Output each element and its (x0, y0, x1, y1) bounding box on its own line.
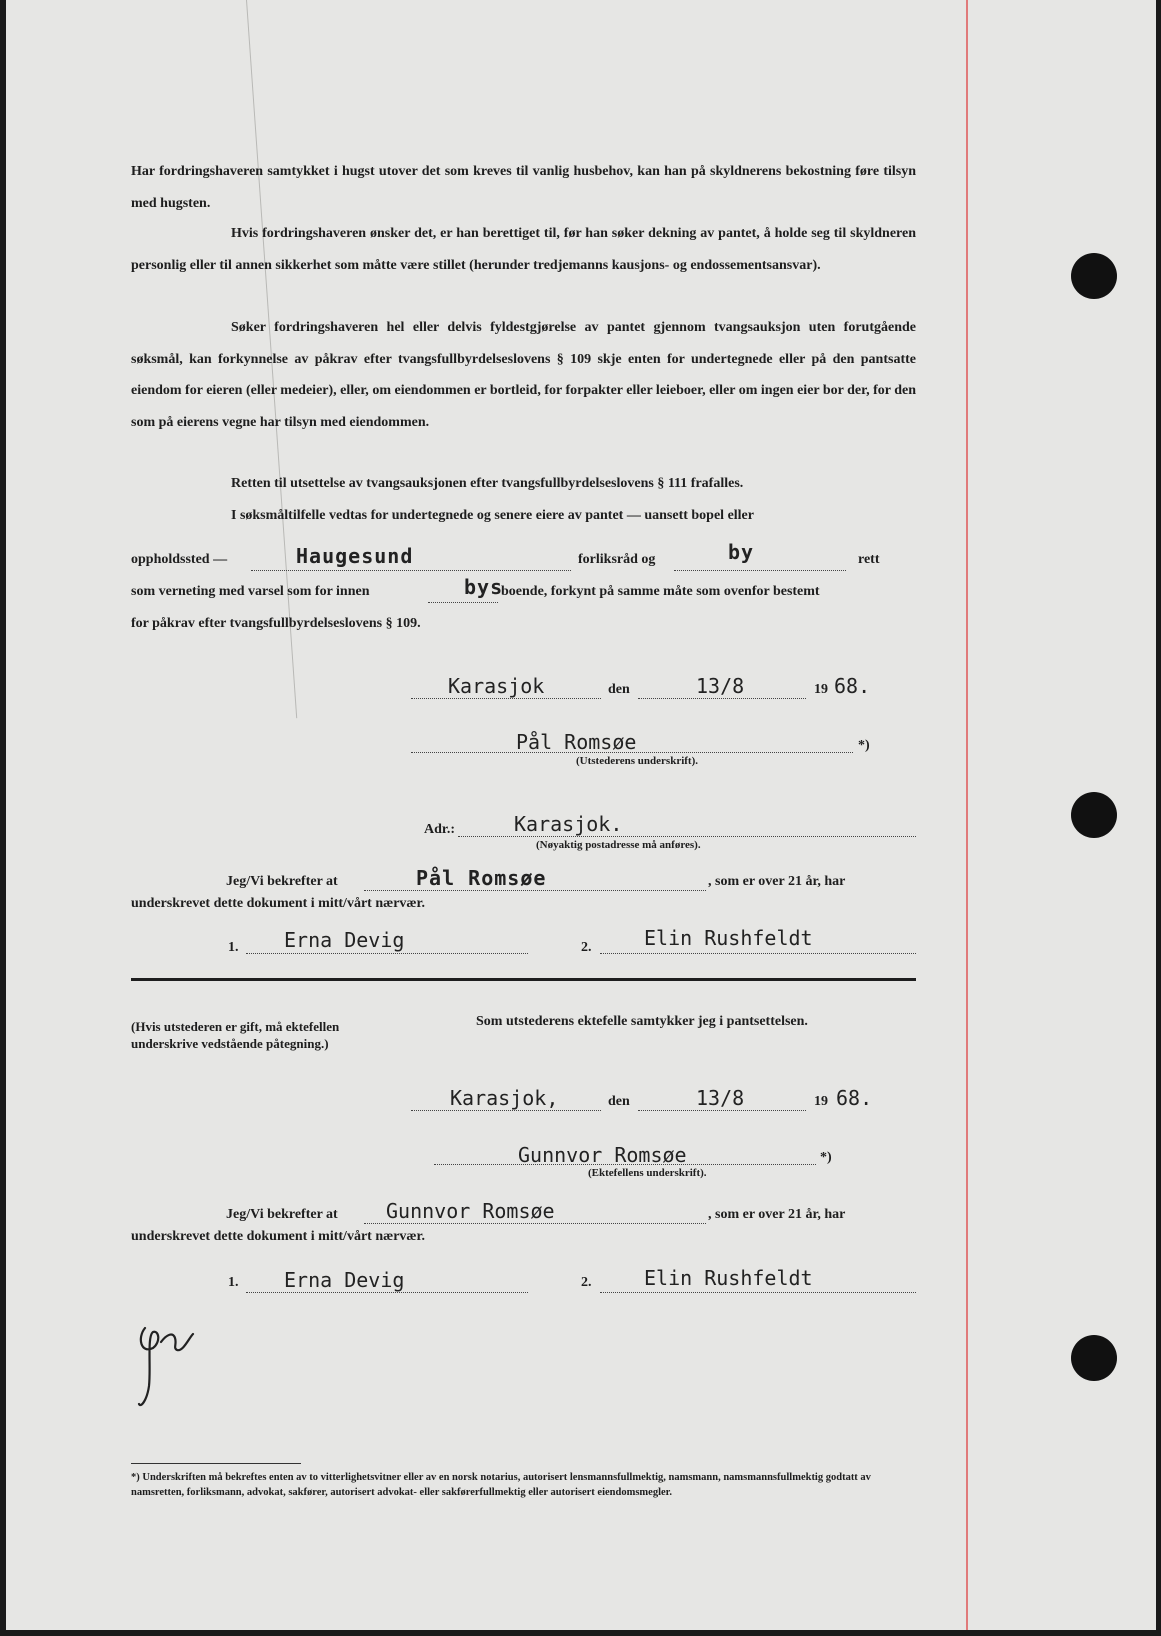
paragraph-logging: Har fordringshaveren samtykket i hugst utover det som kreves til vanlig husbehov, kan han på skyldnerens bekostning føre tilsyn med hugsten. (131, 164, 916, 211)
witness1-num2: 2. (581, 940, 592, 955)
fill-line (411, 698, 601, 699)
spouse-note: (Hvis utstederen er gift, må ektefellen underskrive vedstående påtegning.) (131, 1019, 340, 1051)
witness-line (246, 953, 528, 954)
venue-place: Haugesund (296, 544, 414, 568)
venue-mid: forliksråd og (578, 552, 656, 567)
paragraph-auction: Søker fordringshaveren hel eller delvis fyldestgjørelse av pantet gjennom tvangsauksjon uten forutgående søksmål, kan forkynnelse av påkrav efter tvangsfullbyrdelseslovens § 109 skje enten for undertegnede eller på den pantsatte eiendom for eieren (eller medeier), eller, om eiendommen er bortleid, for forpakter eller leieboer, eller om ingen eier bor der, for den som på eierens vegne har tilsyn med eiendommen. (131, 320, 916, 430)
witness1-name: Pål Romsøe (416, 866, 547, 890)
venue-prefix: oppholdssted — (131, 552, 228, 567)
fill-line (364, 890, 706, 891)
witness2-num2: 2. (581, 1275, 592, 1290)
witness2-prefix: Jeg/Vi bekrefter at (226, 1207, 338, 1222)
venue-suffix: rett (858, 552, 880, 567)
fill-line (674, 570, 846, 571)
margin-line (966, 0, 968, 1630)
spouse-date: 13/8 (696, 1086, 745, 1110)
witness1-w1: Erna Devig (284, 928, 405, 952)
witness2-num1: 1. (228, 1275, 239, 1290)
issuer-date: 13/8 (696, 674, 745, 698)
witness1-num1: 1. (228, 940, 239, 955)
issuer-address: Karasjok. (514, 812, 623, 836)
issuer-century: 19 (814, 682, 828, 697)
document-page (6, 0, 1156, 1630)
spouse-century: 19 (814, 1094, 828, 1109)
fill-line (638, 698, 806, 699)
issuer-signature: Pål Romsøe (516, 730, 637, 754)
fill-line (428, 602, 498, 603)
paragraph-personal-liability: Hvis fordringshaveren ønsker det, er han berettiget til, før han søker dekning av pantet, å holde seg til skyldneren personlig eller til annen sikkerhet som måtte være stillet (herunder tredjemanns kausjons- og endossementsansvar). (131, 226, 916, 273)
footnote-rule (131, 1463, 301, 1464)
punch-hole (1071, 253, 1117, 299)
witness1-suffix: , som er over 21 år, har (708, 874, 846, 889)
witness1-prefix: Jeg/Vi bekrefter at (226, 874, 338, 889)
witness2-name: Gunnvor Romsøe (386, 1199, 555, 1223)
spouse-signature: Gunnvor Romsøe (518, 1143, 687, 1167)
fill-line (364, 1223, 706, 1224)
issuer-year: 68. (834, 674, 871, 698)
spouse-place: Karasjok, (450, 1086, 559, 1110)
venue-line2-suffix: boende, forkynt på samme måte som ovenfor bestemt (501, 584, 820, 599)
handwritten-initials-mark (131, 1308, 221, 1418)
witness-line (246, 1292, 528, 1293)
section-divider (131, 978, 916, 981)
paragraph-postponement: Retten til utsettelse av tvangsauksjonen efter tvangsfullbyrdelseslovens § 111 frafalles. (231, 476, 744, 491)
spouse-star: *) (820, 1150, 832, 1165)
punch-hole (1071, 1335, 1117, 1381)
address-line (458, 836, 916, 837)
witness2-w2: Elin Rushfeldt (644, 1266, 813, 1290)
witness1-w2: Elin Rushfeldt (644, 926, 813, 950)
venue-court: by (728, 540, 755, 564)
spouse-consent: Som utstederens ektefelle samtykker jeg i pantsettelsen. (476, 1014, 808, 1029)
address-label: Adr.: (424, 822, 455, 837)
spouse-signature-caption: (Ektefellens underskrift). (588, 1167, 707, 1179)
witness-line (600, 953, 916, 954)
fill-line (251, 570, 571, 571)
witness1-line2: underskrevet dette dokument i mitt/vårt nærvær. (131, 896, 425, 911)
issuer-star: *) (858, 738, 870, 753)
paragraph-venue: I søksmåltilfelle vedtas for undertegnede og senere eiere av pantet — uansett bopel eller (231, 508, 754, 523)
issuer-place: Karasjok (448, 674, 545, 698)
issuer-den: den (608, 682, 630, 697)
address-caption: (Nøyaktig postadresse må anføres). (536, 839, 701, 851)
footnote: *) Underskriften må bekreftes enten av to vitterlighetsvitner eller av en norsk notarius, autorisert lensmannsfullmektig, namsmann, namsmannsfullmektig godtatt av namsretten, forliksmann, advokat, sakfører, autorisert advokat- eller sakførerfullmektig eller autorisert eiendomsmegler. (131, 1472, 871, 1498)
venue-line2-prefix: som verneting med varsel som for innen (131, 584, 370, 599)
spouse-year: 68. (836, 1086, 873, 1110)
fill-line (638, 1110, 806, 1111)
witness2-suffix: , som er over 21 år, har (708, 1207, 846, 1222)
issuer-signature-caption: (Utstederens underskrift). (576, 755, 699, 767)
witness2-w1: Erna Devig (284, 1268, 405, 1292)
fill-line (411, 1110, 601, 1111)
spouse-den: den (608, 1094, 630, 1109)
punch-hole (1071, 792, 1117, 838)
witness-line (600, 1292, 916, 1293)
venue-line3: for påkrav efter tvangsfullbyrdelseslovens § 109. (131, 616, 421, 631)
venue-line2-fill: bys (464, 575, 504, 599)
witness2-line2: underskrevet dette dokument i mitt/vårt nærvær. (131, 1229, 425, 1244)
